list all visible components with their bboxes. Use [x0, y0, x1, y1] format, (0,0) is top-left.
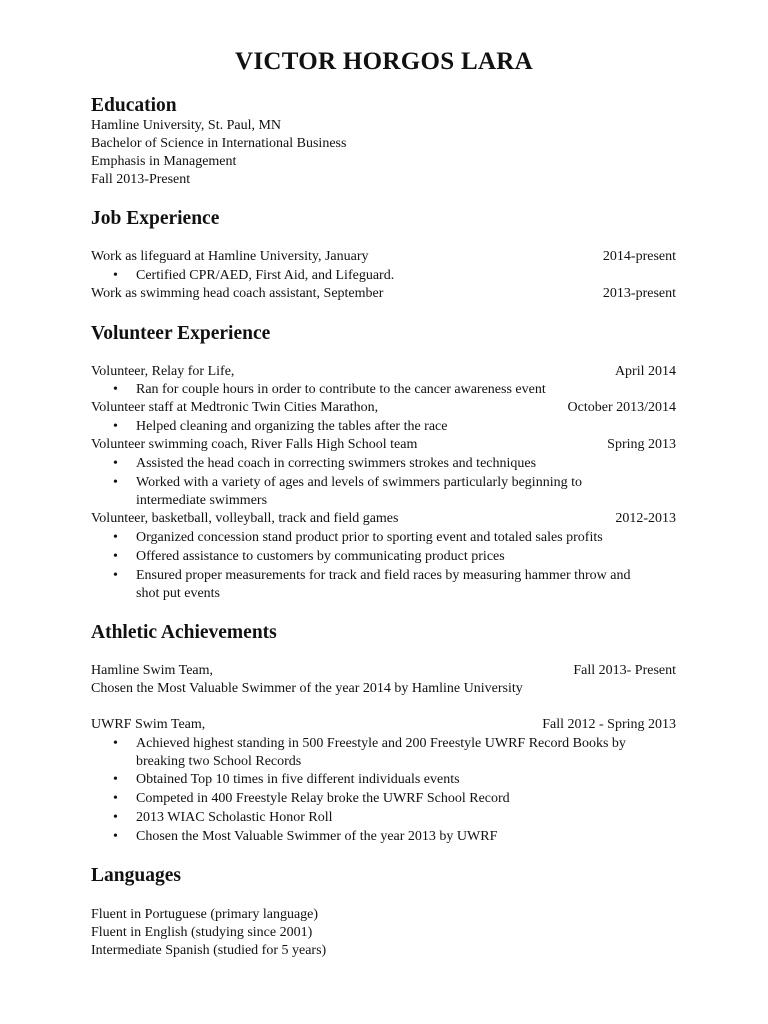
job-entry	[91, 248, 676, 266]
bullet-icon: •	[113, 268, 118, 283]
athletic-heading: Athletic Achievements	[91, 622, 277, 643]
bullet-icon: •	[113, 791, 118, 806]
volunteer-entry	[91, 510, 676, 528]
volunteer-date: 2012-2013	[615, 511, 676, 526]
job-title: Work as lifeguard at Hamline University, January	[91, 249, 369, 264]
volunteer-entry	[91, 399, 676, 417]
bullet-icon: •	[113, 456, 118, 471]
bullet-icon: •	[113, 736, 118, 751]
athletic-date: Fall 2012 - Spring 2013	[542, 717, 676, 732]
resume-page: VICTOR HORGOS LARA Education Hamline University, St. Paul, MN Bachelor of Science in International Business Emphasis in Management Fall 2013-Present Job Experience Work as lifeguard at Hamline University, January 2014-present • Certified CPR/AED, First Aid, and Lifeguard. Work as swimming head coach assistant, September 2013-present Volunteer Experience Volunteer, Relay for Life, April 2014 • Ran for couple hours in order to contribute to the cancer awareness event Volunteer staff at Medtronic Twin Cities Marathon, October 2013/2014 • Helped cleaning and organizing the tables after the race Volunteer swimming coach, River Falls High School team Spring 2013 • Assisted the head coach in correcting swimmers strokes and techniques • Worked with a variety of ages and levels of swimmers particularly beginning to intermediate swimmers Volunteer, basketball, volleyball, track and field games 2012-2013 • Organized concession stand product prior to sporting event and totaled sales profits • Offered assistance to customers by communicating product prices • Ensured proper measurements for track and field races by measuring hammer throw and shot put events Athletic Achievements Hamline Swim Team, Fall 2013- Present Chosen the Most Valuable Swimmer of the year 2014 by Hamline University UWRF Swim Team, Fall 2012 - Spring 2013 • Achieved highest standing in 500 Freestyle and 200 Freestyle UWRF Record Books by breaking two School Records • Obtained Top 10 times in five different individuals events • Competed in 400 Freestyle Relay broke the UWRF School Record • 2013 WIAC Scholastic Honor Roll • Chosen the Most Valuable Swimmer of the year 2013 by UWRF Languages Fluent in Portuguese (primary language) Fluent in English (studying since 2001) Intermediate Spanish (studied for 5 years)	[0, 0, 768, 1024]
athletic-date: Fall 2013- Present	[573, 663, 676, 678]
athletic-entry	[91, 716, 676, 734]
volunteer-title: Volunteer staff at Medtronic Twin Cities Marathon,	[91, 400, 379, 415]
athletic-entry	[91, 662, 676, 680]
athletic-line: Chosen the Most Valuable Swimmer of the year 2014 by Hamline University	[91, 681, 523, 696]
volunteer-title: Volunteer, Relay for Life,	[91, 364, 235, 379]
volunteer-date: Spring 2013	[607, 437, 676, 452]
bullet-icon: •	[113, 772, 118, 787]
volunteer-date: April 2014	[614, 364, 676, 379]
education-line: Emphasis in Management	[91, 154, 237, 169]
volunteer-title: Volunteer, basketball, volleyball, track and field games	[91, 511, 399, 526]
volunteer-date: October 2013/2014	[567, 400, 676, 415]
resume-name: VICTOR HORGOS LARA	[234, 48, 534, 75]
bullet-icon: •	[113, 810, 118, 825]
education-line: Bachelor of Science in International Business	[91, 136, 347, 151]
volunteer-title: Volunteer swimming coach, River Falls High School team	[91, 437, 418, 452]
job-date: 2013-present	[602, 286, 676, 301]
job-date: 2014-present	[602, 249, 676, 264]
bullet-icon: •	[113, 568, 118, 583]
bullet-icon: •	[113, 530, 118, 545]
bullet-icon: •	[113, 475, 118, 490]
athletic-title: Hamline Swim Team,	[91, 663, 214, 678]
job-title: Work as swimming head coach assistant, September	[91, 286, 384, 301]
volunteer-heading: Volunteer Experience	[91, 323, 271, 344]
job-heading: Job Experience	[91, 208, 220, 229]
bullet-icon: •	[113, 549, 118, 564]
education-line: Fall 2013-Present	[91, 172, 191, 187]
languages-line: Fluent in Portuguese (primary language)	[91, 907, 319, 922]
bullet-icon: •	[113, 382, 118, 397]
bullet-icon: •	[113, 829, 118, 844]
education-heading: Education	[91, 95, 177, 116]
volunteer-entry	[91, 363, 676, 381]
athletic-title: UWRF Swim Team,	[91, 717, 206, 732]
languages-line: Fluent in English (studying since 2001)	[91, 925, 313, 940]
languages-heading: Languages	[91, 865, 181, 886]
education-line: Hamline University, St. Paul, MN	[91, 118, 282, 133]
volunteer-entry	[91, 436, 676, 454]
bullet-icon: •	[113, 419, 118, 434]
languages-line: Intermediate Spanish (studied for 5 years)	[91, 943, 327, 958]
job-entry	[91, 285, 676, 303]
